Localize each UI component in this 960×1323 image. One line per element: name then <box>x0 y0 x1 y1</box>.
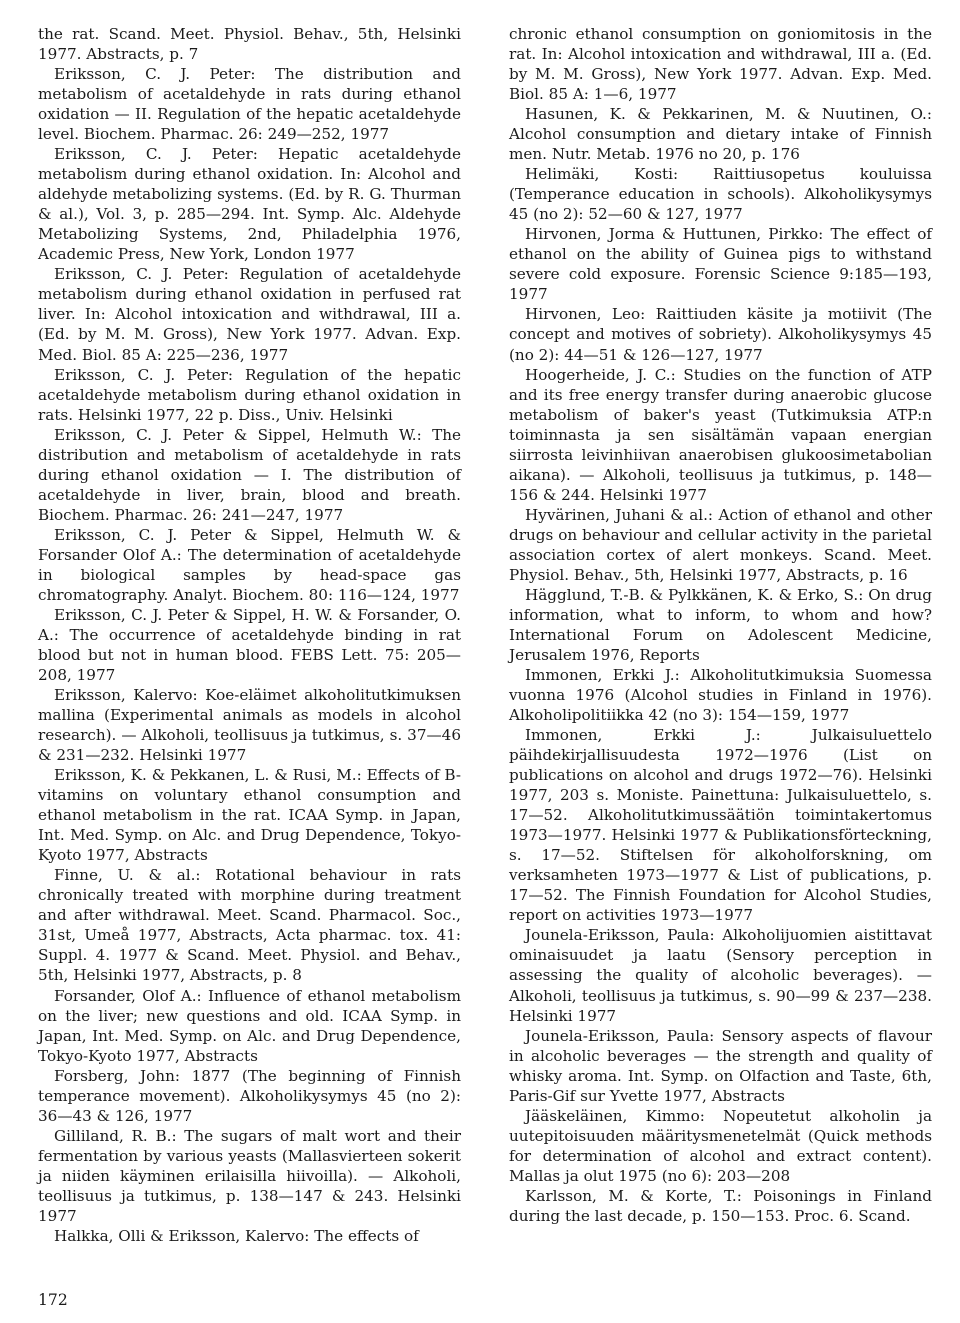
bibliography-entry: Jounela-Eriksson, Paula: Alkoholijuomien aistittavat ominaisuudet ja laatu (Sensory perception in assessing the quality of alcoholic beverages). — Alkoholi, teollisuus ja tutkimus, s. 90—99 & 237—238. Helsinki 1977 <box>509 926 932 1025</box>
bibliography-entry: Immonen, Erkki J.: Alkoholitutkimuksia Suomessa vuonna 1976 (Alcohol studies in Finland in 1976). Alkoholipolitiikka 42 (no 3): 154—159, 1977 <box>509 666 932 725</box>
bibliography-entry: Helimäki, Kosti: Raittiusopetus kouluissa (Temperance education in schools). Alkoholikysymys 45 (no 2): 52—60 & 127, 1977 <box>509 165 932 224</box>
bibliography-entry: Eriksson, C. J. Peter & Sippel, Helmuth W. & Forsander Olof A.: The determination of acetaldehyde in biological samples by head-space gas chromatography. Analyt. Biochem. 80: 116—124, 1977 <box>38 525 461 604</box>
bibliography-entry: Finne, U. & al.: Rotational behaviour in rats chronically treated with morphine during treatment and after withdrawal. Meet. Scand. Pharmacol. Soc., 31st, Umeå 1977, Abstracts, Acta pharmac. tox. 41: Suppl. 4. 1977 & Scand. Meet. Physiol. and Behav., 5th, Helsinki 1977, Abstracts, p. 8 <box>38 866 461 985</box>
bibliography-entry: Karlsson, M. & Korte, T.: Poisonings in Finland during the last decade, p. 150—153. Proc. 6. Scand. <box>509 1186 932 1225</box>
bibliography-entry: Jääskeläinen, Kimmo: Nopeutetut alkoholin ja uutepitoisuuden määritysmenetelmät (Quick methods for determination of alcohol and extract content). Mallas ja olut 1975 (no 6): 203—208 <box>509 1106 932 1185</box>
bibliography-entry-continuation: the rat. Scand. Meet. Physiol. Behav., 5th, Helsinki 1977. Abstracts, p. 7 <box>38 25 461 64</box>
bibliography-entry: Eriksson, C. J. Peter & Sippel, H. W. & Forsander, O. A.: The occurrence of acetaldehyde binding in rat blood but not in human blood. FEBS Lett. 75: 205—208, 1977 <box>38 605 461 684</box>
bibliography-entry: Gilliland, R. B.: The sugars of malt wort and their fermentation by various yeasts (Mallasvierteen sokerit ja niiden käyminen erilaisilla hiivoilla). — Alkoholi, teollisuus ja tutkimus, p. 138—147 & 243. Helsinki 1977 <box>38 1126 461 1225</box>
bibliography-entry: Eriksson, C. J. Peter: The distribution and metabolism of acetaldehyde in rats during ethanol oxidation — II. Regulation of the hepatic acetaldehyde level. Biochem. Pharmac. 26: 249—252, 1977 <box>38 65 461 144</box>
page-number: 172 <box>38 1291 68 1309</box>
bibliography-entry: Hirvonen, Jorma & Huttunen, Pirkko: The effect of ethanol on the ability of Guinea pigs to withstand severe cold exposure. Forensic Science 9:185—193, 1977 <box>509 225 932 304</box>
bibliography-entry: Forsberg, John: 1877 (The beginning of Finnish temperance movement). Alkoholikysymys 45 (no 2): 36—43 & 126, 1977 <box>38 1066 461 1125</box>
bibliography-entry: Hasunen, K. & Pekkarinen, M. & Nuutinen, O.: Alcohol consumption and dietary intake of Finnish men. Nutr. Metab. 1976 no 20, p. 176 <box>509 105 932 164</box>
bibliography-entry: Eriksson, C. J. Peter: Regulation of the hepatic acetaldehyde metabolism during ethanol oxidation in rats. Helsinki 1977, 22 p. Diss., Univ. Helsinki <box>38 365 461 424</box>
bibliography-entry: Eriksson, C. J. Peter: Hepatic acetaldehyde metabolism during ethanol oxidation. In: Alcohol and aldehyde metabolizing systems. (Ed. by R. G. Thurman & al.), Vol. 3, p. 285—294. Int. Symp. Alc. Aldehyde Metabolizing Systems, 2nd, Philadelphia 1976, Academic Press, New York, London 1977 <box>38 145 461 264</box>
bibliography-entry: Halkka, Olli & Eriksson, Kalervo: The effects of <box>54 1226 419 1245</box>
bibliography-entry-continuation: chronic ethanol consumption on goniomitosis in the rat. In: Alcohol intoxication and withdrawal, III a. (Ed. by M. M. Gross), New York 1977. Advan. Exp. Med. Biol. 85 A: 1—6, 1977 <box>509 25 932 104</box>
left-column <box>38 24 461 1246</box>
bibliography-entry: Hirvonen, Leo: Raittiuden käsite ja motiivit (The concept and motives of sobriety). Alkoholikysymys 45 (no 2): 44—51 & 126—127, 1977 <box>509 305 932 364</box>
bibliography-entry: Hägglund, T.-B. & Pylkkänen, K. & Erko, S.: On drug information, what to inform, to whom and how? International Forum on Adolescent Medicine, Jerusalem 1976, Reports <box>509 585 932 664</box>
bibliography-entry: Forsander, Olof A.: Influence of ethanol metabolism on the liver; new questions and old. ICAA Symp. in Japan, Int. Med. Symp. on Alc. and Drug Dependence, Tokyo-Kyoto 1977, Abstracts <box>38 986 461 1065</box>
bibliography-entry: Jounela-Eriksson, Paula: Sensory aspects of flavour in alcoholic beverages — the strength and quality of whisky aroma. Int. Symp. on Olfaction and Taste, 6th, Paris-Gif sur Yvette 1977, Abstracts <box>509 1026 932 1105</box>
bibliography-entry: Eriksson, K. & Pekkanen, L. & Rusi, M.: Effects of B-vitamins on voluntary ethanol consumption and ethanol metabolism in the rat. ICAA Symp. in Japan, Int. Med. Symp. on Alc. and Drug Dependence, Tokyo-Kyoto 1977, Abstracts <box>38 766 461 865</box>
bibliography-entry: Eriksson, Kalervo: Koe-eläimet alkoholitutkimuksen mallina (Experimental animals as models in alcohol research). — Alkoholi, teollisuus ja tutkimus, s. 37—46 & 231—232. Helsinki 1977 <box>38 686 461 765</box>
bibliography-entry: Eriksson, C. J. Peter & Sippel, Helmuth W.: The distribution and metabolism of acetaldehyde in rats during ethanol oxidation — I. The distribution of acetaldehyde in liver, brain, blood and breath. Biochem. Pharmac. 26: 241—247, 1977 <box>38 425 461 524</box>
bibliography-entry: Hyvärinen, Juhani & al.: Action of ethanol and other drugs on behaviour and cellular activity in the parietal association cortex of alert monkeys. Scand. Meet. Physiol. Behav., 5th, Helsinki 1977, Abstracts, p. 16 <box>509 505 932 584</box>
bibliography-entry: Immonen, Erkki J.: Julkaisuluettelo päihdekirjallisuudesta 1972—1976 (List on publications on alcohol and drugs 1972—76). Helsinki 1977, 203 s. Moniste. Painettuna: Julkaisuluettelo, s. 17—52. Alkoholitutkimussäätiön toimintakertomus 1973—1977. Helsinki 1977 & Publikationsförteckning, s. 17—52. Stiftelsen för alkoholforskning, om verksamheten 1973—1977 & List of publications, p. 17—52. The Finnish Foundation for Alcohol Studies, report on activities 1973—1977 <box>509 726 932 925</box>
right-column <box>509 24 932 1226</box>
bibliography-entry: Hoogerheide, J. C.: Studies on the function of ATP and its free energy transfer during anaerobic glucose metabolism of baker's yeast (Tutkimuksia ATP:n toiminnasta ja sen sisältämän vapaan energian siirrosta leivinhiivan anaerobisen glukoosimetabolian aikana). — Alkoholi, teollisuus ja tutkimus, p. 148—156 & 244. Helsinki 1977 <box>509 365 932 504</box>
bibliography-entry: Eriksson, C. J. Peter: Regulation of acetaldehyde metabolism during ethanol oxidation in perfused rat liver. In: Alcohol intoxication and withdrawal, III a. (Ed. by M. M. Gross), New York 1977. Advan. Exp. Med. Biol. 85 A: 225—236, 1977 <box>38 265 461 364</box>
